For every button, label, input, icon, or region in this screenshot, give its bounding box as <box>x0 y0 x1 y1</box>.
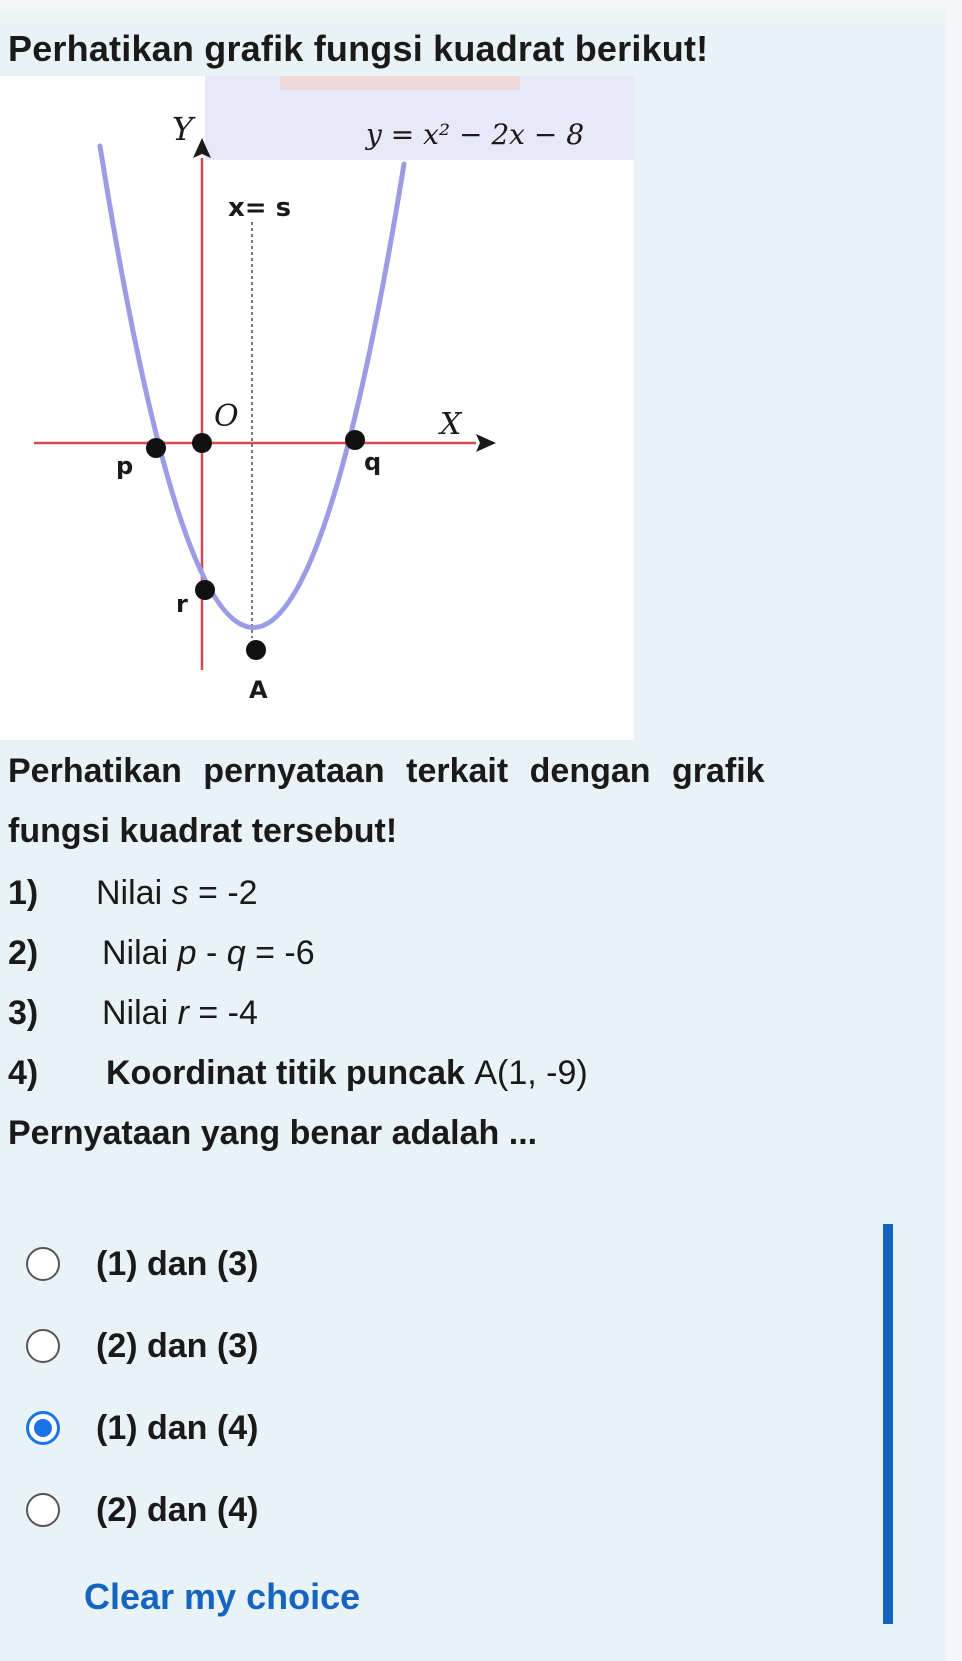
radio-button[interactable] <box>26 1247 60 1281</box>
graph-figure <box>0 76 634 740</box>
statement-intro-line-1: Perhatikan pernyataan terkait dengan grafik <box>8 752 765 790</box>
statement-variable: s <box>171 874 189 912</box>
statement-number: 1) <box>8 874 39 912</box>
statement-value: = -6 <box>245 934 315 972</box>
point-q <box>345 430 365 450</box>
header-highlight <box>280 76 520 90</box>
radio-button[interactable] <box>26 1493 60 1527</box>
x-axis-arrow <box>476 434 496 452</box>
question-prompt: Pernyataan yang benar adalah ... <box>8 1114 538 1152</box>
statement-text: Koordinat titik puncak <box>106 1054 475 1092</box>
statement-3 <box>8 994 258 1033</box>
option-label: (2) dan (3) <box>96 1326 259 1365</box>
option-3[interactable] <box>26 1406 258 1450</box>
statement-value: = -4 <box>188 994 258 1032</box>
statement-value: = -2 <box>188 874 258 912</box>
option-label: (2) dan (4) <box>96 1490 259 1529</box>
option-label: (1) dan (4) <box>96 1408 259 1447</box>
radio-button[interactable] <box>26 1329 60 1363</box>
statement-number: 3) <box>8 994 39 1032</box>
statement-prefix: Nilai <box>102 994 178 1032</box>
question-title: Perhatikan grafik fungsi kuadrat berikut! <box>8 28 709 69</box>
point-origin <box>192 433 212 453</box>
statement-number: 4) <box>8 1054 39 1092</box>
equation-label: y = x² − 2x − 8 <box>366 118 585 151</box>
label-p: p <box>116 452 134 480</box>
answer-focus-bar <box>883 1224 893 1624</box>
statement-1 <box>8 874 258 913</box>
y-axis-label: Y <box>172 110 194 148</box>
radio-button-selected[interactable] <box>26 1411 60 1445</box>
origin-label: O <box>214 399 239 434</box>
axis-of-symmetry-label: x= s <box>228 193 292 223</box>
statement-intro-line-2: fungsi kuadrat tersebut! <box>8 812 398 850</box>
point-r <box>195 580 215 600</box>
statement-variable-2: q <box>226 934 246 972</box>
statement-number: 2) <box>8 934 39 972</box>
statement-prefix: Nilai <box>102 934 178 972</box>
statement-variable: p <box>177 934 197 972</box>
label-a: A <box>249 676 268 704</box>
option-2[interactable] <box>26 1324 258 1368</box>
clear-choice-link[interactable]: Clear my choice <box>84 1576 361 1617</box>
statement-variable: r <box>177 994 189 1032</box>
top-fade <box>0 0 946 30</box>
label-q: q <box>364 448 382 476</box>
right-edge-strip <box>946 0 962 1661</box>
option-4[interactable] <box>26 1488 258 1532</box>
point-a <box>246 640 266 660</box>
point-p <box>146 438 166 458</box>
statement-2 <box>8 934 315 973</box>
statement-prefix: Nilai <box>96 874 172 912</box>
option-1[interactable] <box>26 1242 258 1286</box>
statement-operator: - <box>196 934 227 972</box>
parabola-graph <box>0 76 634 740</box>
label-r: r <box>176 590 188 618</box>
option-label: (1) dan (3) <box>96 1244 259 1283</box>
statement-4 <box>8 1054 588 1093</box>
statement-value: A(1, -9) <box>474 1054 588 1092</box>
x-axis-label: X <box>440 407 462 442</box>
